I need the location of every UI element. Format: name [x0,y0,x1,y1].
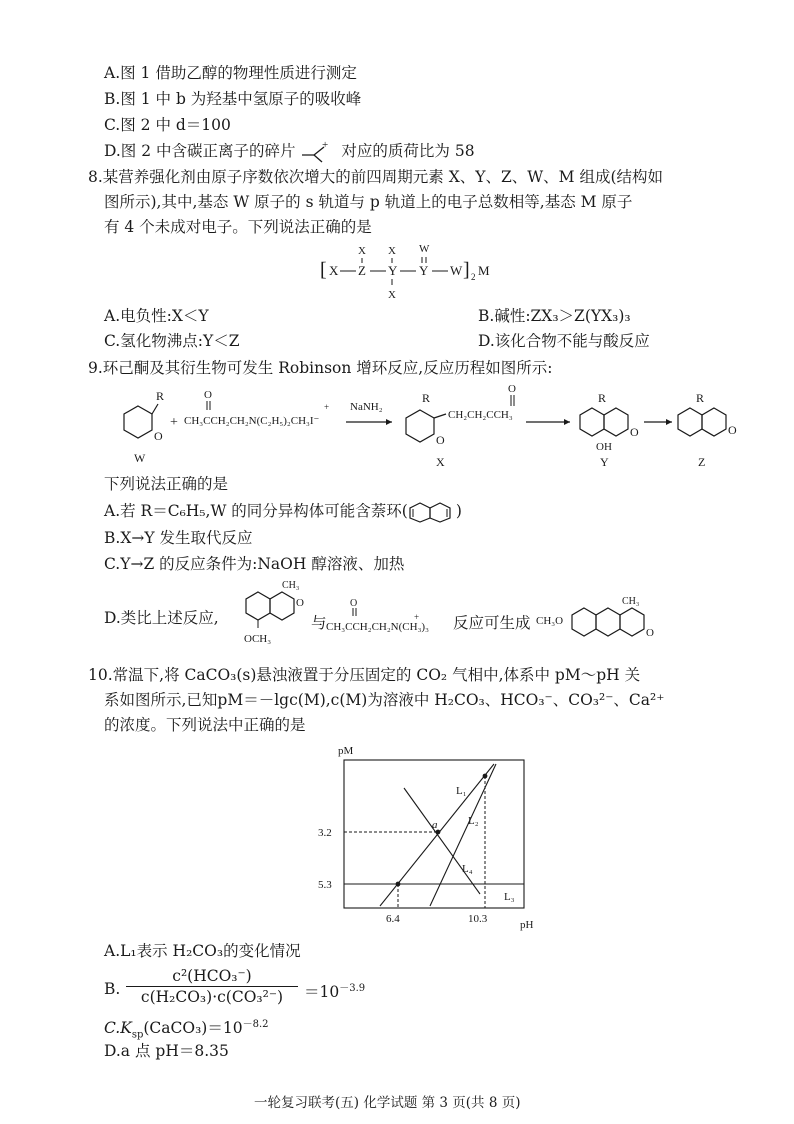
svg-text:CH₃O: CH₃O [536,615,564,627]
svg-text:O: O [296,597,304,609]
molecule-x [406,383,516,469]
q10-option-b-pre: B. [104,980,121,998]
struct-atom-w1: W [419,243,430,255]
q10-option-d: D.a 点 pH＝8.35 [104,1042,229,1060]
q9-option-d-post: 反应可生成 [453,614,531,632]
label-y: Y [600,455,609,469]
methyl-ammonium-reagent: CH₃CCH₂CH₂N(CH₃)₃ [326,621,429,633]
series-line-l4 [404,788,480,894]
q8-option-a: A.电负性:X＜Y [104,307,209,325]
q9-stem-line1: 9.环己酮及其衍生物可发生 Robinson 增环反应,反应历程如图所示: [88,359,553,377]
q10-option-a: A.L₁表示 H₂CO₃的变化情况 [104,942,301,960]
q8-option-b: B.碱性:ZX₃＞Z(YX₃)₃ [478,307,631,325]
catalyst-label: NaNH₂ [350,401,383,413]
reagent-ammonium: CH₃CCH₂CH₂N(C₂H₅)₂CH₃I⁻ [184,415,320,427]
struct-atom-x3: X [388,245,396,257]
q9-option-a-end: ) [455,502,462,520]
x-tick-10-3: 10.3 [468,913,488,925]
naphthalene-icon [408,501,456,523]
struct-bracket-left: [ [320,259,327,281]
q8-option-c: C.氢化物沸点:Y＜Z [104,332,240,350]
page-footer: 一轮复习联考(五) 化学试题 第 3 页(共 8 页) [254,1095,521,1111]
q7-option-a: A.图 1 借助乙醇的物理性质进行测定 [104,64,357,82]
fraction-numerator: c²(HCO₃⁻) [172,967,252,985]
svg-text:+: + [322,140,329,151]
point-a-label: a [432,819,438,831]
q7-option-d-pre: D.图 2 中含碳正离子的碎片 [104,142,296,160]
och3-label: OCH₃ [244,633,272,645]
q8-option-d: D.该化合物不能与酸反应 [478,332,650,350]
struct-atom-m: M [478,263,490,278]
legend-l1: L₁ [456,785,467,797]
q8-structure-diagram [320,238,520,304]
svg-text:+: + [324,402,330,412]
struct-atom-x1: X [329,263,339,278]
svg-text:+: + [170,415,178,430]
q9-option-a-text: A.若 R＝C₆H₅,W 的同分异构体可能含萘环( [104,502,408,520]
q10-pm-ph-chart [300,738,560,938]
label-z: Z [698,455,706,469]
svg-text:O: O [728,423,737,437]
struct-atom-y2: Y [419,263,429,278]
y-axis-label: pM [338,745,354,757]
svg-text:+: + [414,612,420,622]
legend-l2: L₂ [468,815,479,827]
svg-text:R: R [156,389,165,403]
svg-text:O: O [508,383,516,395]
q9-option-d-pre: D.类比上述反应, [104,609,219,627]
svg-text:O: O [154,429,163,443]
svg-text:R: R [422,391,431,405]
q8-stem-line2: 图所示),其中,基态 W 原子的 s 轨道与 p 轨道上的电子总数相等,基态 M 原子 [104,193,633,211]
q10-stem-line2: 系如图所示,已知pM＝－lgc(M),c(M)为溶液中 H₂CO₃、HCO₃⁻、CO₃²⁻、Ca²⁺ [104,691,665,709]
q9-tetralone-structure [230,578,310,662]
legend-l3: L₃ [504,891,515,903]
carbocation-fragment-icon [300,140,336,164]
struct-atom-x4: X [388,289,396,301]
molecule-y [580,391,639,469]
x-axis-label: pH [520,919,534,931]
q10-stem-line1: 10.常温下,将 CaCO₃(s)悬浊液置于分压固定的 CO₂ 气相中,体系中 pM～pH 关 [88,666,641,684]
q10-option-b-value: $=10^{-3.9}$ [304,983,366,1002]
q9-option-a [104,500,462,523]
svg-text:OH: OH [596,441,612,453]
svg-text:O: O [204,389,212,401]
x-side-chain: CH₂CH₂CCH₃ [448,409,513,421]
q10-option-c: $C.K_{sp}(CaCO_3)=10^{-8.2}$ [104,1019,269,1041]
q9-prompt: 下列说法正确的是 [104,475,229,493]
q9-reagent-structure [326,596,456,636]
q7-option-d-post: 对应的质荷比为 58 [341,142,475,160]
q8-stem-line3: 有 4 个未成对电子。下列说法正确的是 [104,218,372,236]
point-intersection-bottom [396,882,401,887]
q10-option-b-fraction [122,966,302,1007]
struct-subscript: 2 [471,272,476,282]
svg-text:O: O [350,598,358,609]
label-x: X [436,455,445,469]
svg-text:O: O [646,627,654,639]
y-tick-3-2: 3.2 [318,827,332,839]
svg-text:CH₃: CH₃ [282,580,300,591]
struct-atom-w2: W [450,263,463,278]
q9-option-d-with: 与 [311,614,327,632]
q7-option-c: C.图 2 中 d＝100 [104,116,231,134]
struct-bracket-right: ] [463,259,470,281]
legend-l4: L₄ [462,863,473,875]
q7-option-d [104,140,475,164]
q8-stem-line1: 8.某营养强化剂由原子序数依次增大的前四周期元素 X、Y、Z、W、M 组成(结构如 [88,168,664,186]
point-intersection-top [483,774,488,779]
svg-text:O: O [630,425,639,439]
label-w: W [134,451,146,465]
y-tick-5-3: 5.3 [318,879,332,891]
svg-text:R: R [696,391,705,405]
svg-text:R: R [598,391,607,405]
q10-stem-line3: 的浓度。下列说法中正确的是 [104,716,306,734]
x-tick-6-4: 6.4 [386,913,400,925]
q9-option-b: B.X→Y 发生取代反应 [104,529,253,547]
svg-text:CH₃: CH₃ [622,596,640,607]
svg-text:O: O [436,433,445,447]
q9-reaction-scheme [100,378,740,470]
chart-frame [344,760,524,908]
q9-tricyclic-product [536,588,686,658]
struct-atom-z: Z [358,263,366,278]
fraction-denominator: c(H₂CO₃)·c(CO₃²⁻) [140,988,284,1006]
q9-option-c: C.Y→Z 的反应条件为:NaOH 醇溶液、加热 [104,555,405,573]
struct-atom-y1: Y [388,263,398,278]
molecule-z [678,391,737,469]
molecule-w [124,389,164,465]
struct-atom-x2: X [358,245,366,257]
q7-option-b: B.图 1 中 b 为羟基中氢原子的吸收峰 [104,90,362,108]
